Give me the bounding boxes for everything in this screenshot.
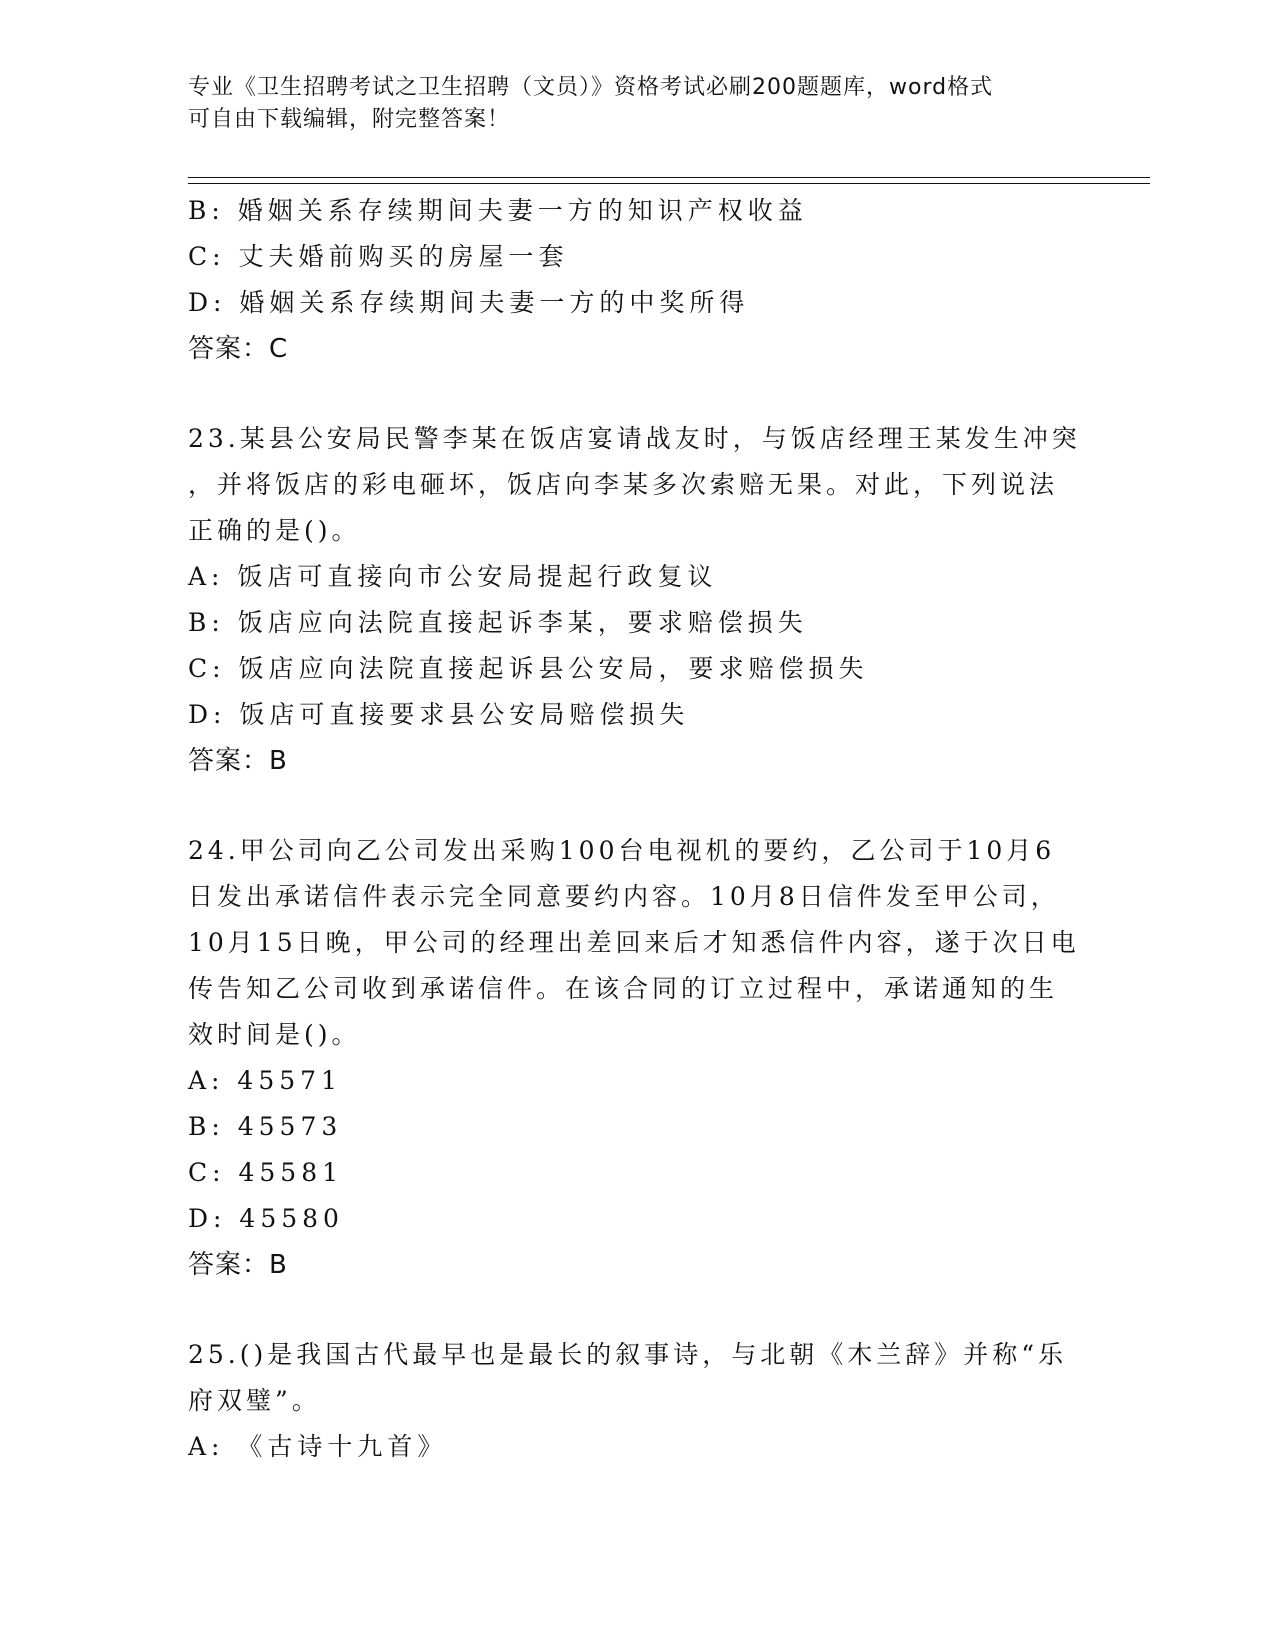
question-22-fragment: [188, 188, 1088, 372]
q24-stem-line-5: 效时间是()。: [188, 1020, 361, 1049]
header-rule-bottom: [188, 183, 1150, 184]
q22-option-d: D: 婚姻关系存续期间夫妻一方的中奖所得: [188, 288, 750, 317]
header-rule-top: [188, 177, 1150, 178]
q23-option-d: D: 饭店可直接要求县公安局赔偿损失: [188, 700, 690, 729]
q25-stem-line-2: 府双璧”。: [188, 1386, 321, 1415]
q24-stem-line-4: 传告知乙公司收到承诺信件。在该合同的订立过程中，承诺通知的生: [188, 974, 1059, 1003]
header-line-2: 可自由下载编辑，附完整答案！: [188, 107, 511, 132]
question-24: [188, 828, 1088, 1288]
spacer: [188, 784, 1088, 828]
q24-option-a: A: 45571: [188, 1066, 342, 1095]
spacer: [188, 1288, 1088, 1332]
q23-stem-line-1: 23.某县公安局民警李某在饭店宴请战友时，与饭店经理王某发生冲突: [188, 424, 1081, 453]
header-line-1: 专业《卫生招聘考试之卫生招聘（文员）》资格考试必刷200题题库，word格式: [188, 75, 994, 100]
q24-stem-line-2: 日发出承诺信件表示完全同意要约内容。10月8日信件发至甲公司，: [188, 882, 1060, 911]
document-header: [188, 72, 1068, 136]
q24-stem-line-1: 24.甲公司向乙公司发出采购100台电视机的要约，乙公司于10月6: [188, 836, 1056, 865]
question-25: [188, 1332, 1088, 1470]
q24-option-b: B: 45573: [188, 1112, 343, 1141]
q25-option-a: A: 《古诗十九首》: [188, 1432, 448, 1461]
q24-answer: 答案：B: [188, 1250, 288, 1280]
q23-stem-line-3: 正确的是()。: [188, 516, 361, 545]
q24-option-d: D: 45580: [188, 1204, 344, 1233]
q22-answer: 答案：C: [188, 334, 289, 364]
q22-option-b: B: 婚姻关系存续期间夫妻一方的知识产权收益: [188, 196, 808, 225]
q23-stem-line-2: ，并将饭店的彩电砸坏，饭店向李某多次索赔无果。对此，下列说法: [188, 470, 1059, 499]
q23-option-b: B: 饭店应向法院直接起诉李某，要求赔偿损失: [188, 608, 808, 637]
q23-option-a: A: 饭店可直接向市公安局提起行政复议: [188, 562, 718, 591]
question-23: [188, 416, 1088, 784]
q24-stem-line-3: 10月15日晚，甲公司的经理出差回来后才知悉信件内容，遂于次日电: [188, 928, 1080, 957]
spacer: [188, 372, 1088, 416]
q25-stem-line-1: 25.()是我国古代最早也是最长的叙事诗，与北朝《木兰辞》并称“乐: [188, 1340, 1068, 1369]
q23-answer: 答案：B: [188, 746, 288, 776]
question-content: [188, 188, 1088, 1470]
q23-option-c: C: 饭店应向法院直接起诉县公安局，要求赔偿损失: [188, 654, 869, 683]
q24-option-c: C: 45581: [188, 1158, 344, 1187]
q22-option-c: C: 丈夫婚前购买的房屋一套: [188, 242, 569, 271]
